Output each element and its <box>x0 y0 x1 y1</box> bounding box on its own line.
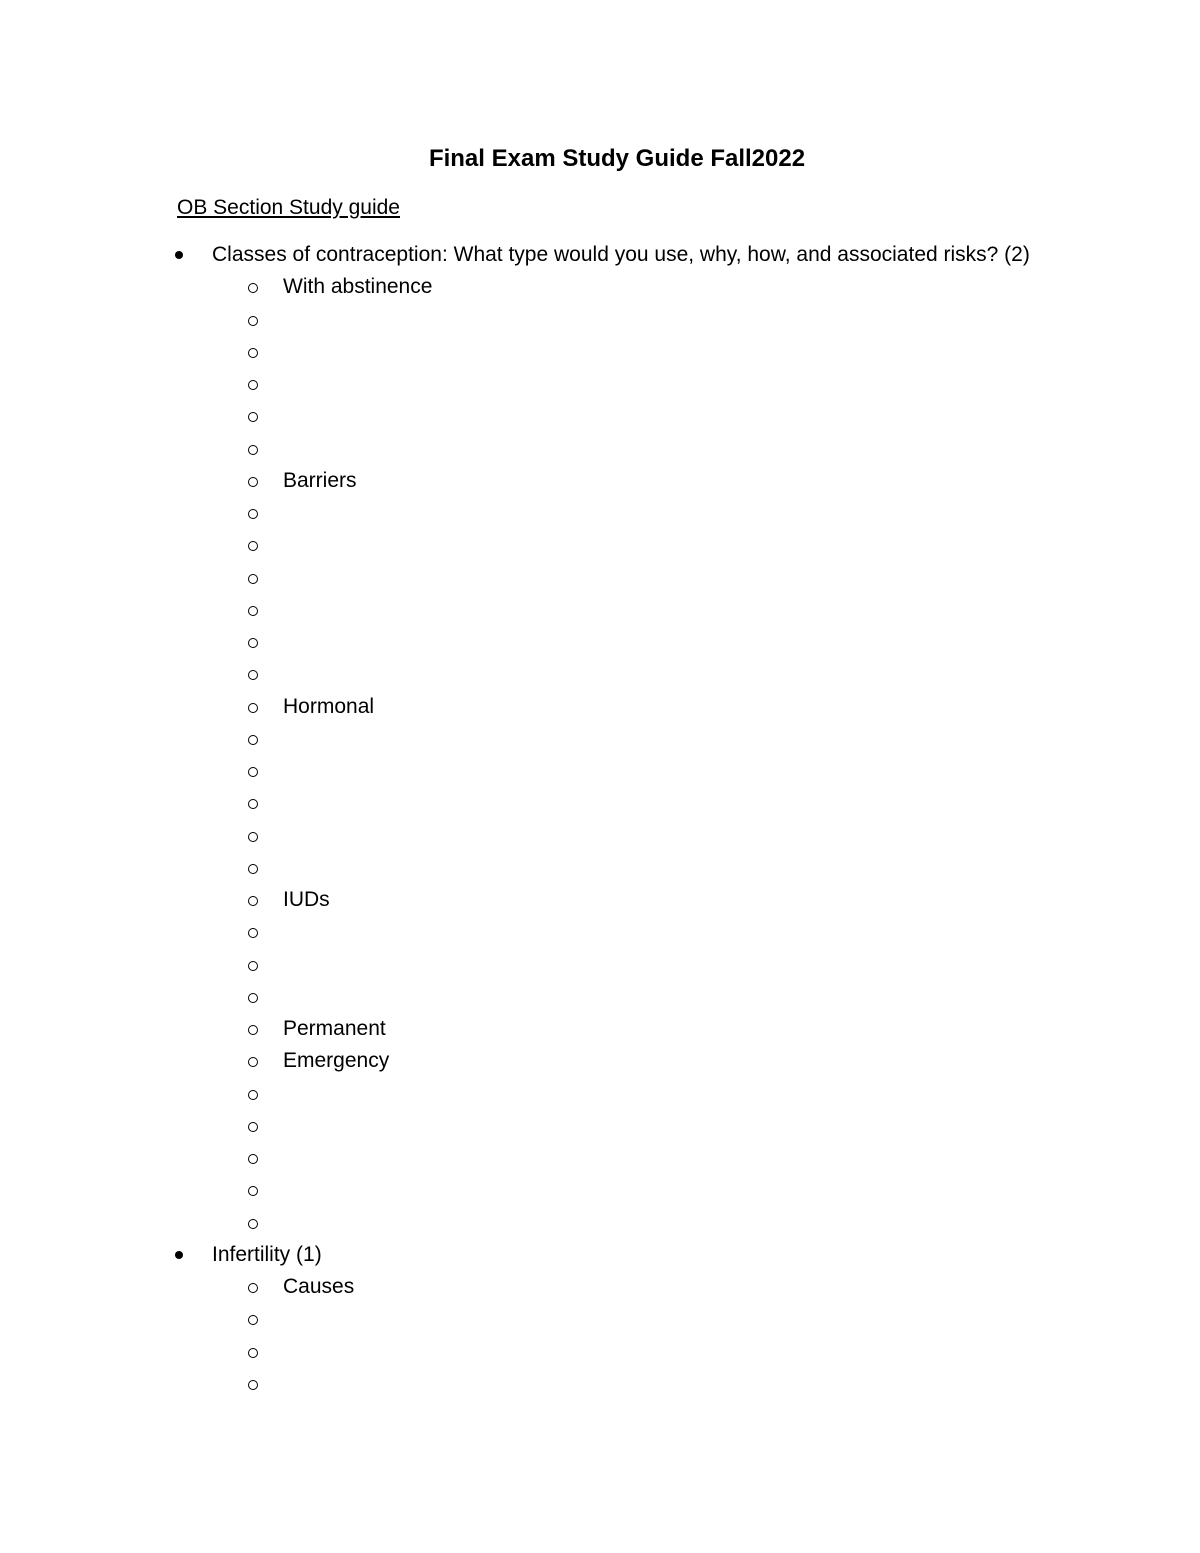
sub-item-text: IUDs <box>283 888 330 911</box>
sub-list-item <box>0 273 1200 301</box>
sub-list-item <box>0 370 1200 398</box>
bullet-text: Classes of contraception: What type would you use, why, how, and associated risks? (2) <box>212 243 1030 266</box>
sub-list-item <box>0 499 1200 527</box>
hollow-bullet-icon <box>248 509 258 519</box>
sub-list-item <box>0 306 1200 334</box>
sub-list-item <box>0 886 1200 914</box>
sub-list-item <box>0 628 1200 656</box>
hollow-bullet-icon <box>248 1283 258 1293</box>
sub-list-item <box>0 1305 1200 1333</box>
sub-list-item <box>0 757 1200 785</box>
hollow-bullet-icon <box>248 541 258 551</box>
hollow-bullet-icon <box>248 735 258 745</box>
hollow-bullet-icon <box>248 767 258 777</box>
hollow-bullet-icon <box>248 703 258 713</box>
sub-item-text: Hormonal <box>283 694 375 718</box>
hollow-bullet-icon <box>248 477 258 487</box>
document-title: Final Exam Study Guide Fall2022 <box>428 145 806 172</box>
sub-list-item <box>0 918 1200 946</box>
hollow-bullet-icon <box>248 283 258 293</box>
hollow-bullet-icon <box>248 670 258 680</box>
sub-list-item <box>0 402 1200 430</box>
sub-list-item <box>0 1273 1200 1301</box>
hollow-bullet-icon <box>248 1219 258 1229</box>
sub-list-item <box>0 564 1200 592</box>
hollow-bullet-icon <box>248 316 258 326</box>
sub-list-item <box>0 854 1200 882</box>
hollow-bullet-icon <box>248 606 258 616</box>
sub-list-item <box>0 531 1200 559</box>
sub-item-text: Causes <box>283 1275 355 1298</box>
hollow-bullet-icon <box>248 1057 258 1067</box>
sub-list-item <box>0 822 1200 850</box>
hollow-bullet-icon <box>248 993 258 1003</box>
hollow-bullet-icon <box>248 1315 258 1325</box>
sub-list-item <box>0 660 1200 688</box>
sub-list-item <box>0 951 1200 979</box>
sub-list-item <box>0 983 1200 1011</box>
sub-list-item <box>0 1144 1200 1172</box>
hollow-bullet-icon <box>248 928 258 938</box>
sub-list-item <box>0 1112 1200 1140</box>
sub-list-item <box>0 1176 1200 1204</box>
sub-list-item <box>0 693 1200 721</box>
hollow-bullet-icon <box>248 1186 258 1196</box>
bullet-dot-icon <box>175 1251 183 1259</box>
bullet-text: Infertility (1) <box>212 1242 322 1266</box>
sub-list-item <box>0 1015 1200 1043</box>
sub-list-item <box>0 789 1200 817</box>
bullet-dot-icon <box>175 251 183 259</box>
hollow-bullet-icon <box>248 832 258 842</box>
hollow-bullet-icon <box>248 961 258 971</box>
hollow-bullet-icon <box>248 1090 258 1100</box>
hollow-bullet-icon <box>248 799 258 809</box>
sub-list-item <box>0 1047 1200 1075</box>
sub-list-item <box>0 725 1200 753</box>
hollow-bullet-icon <box>248 638 258 648</box>
sub-list-item <box>0 1370 1200 1398</box>
hollow-bullet-icon <box>248 864 258 874</box>
hollow-bullet-icon <box>248 1380 258 1390</box>
hollow-bullet-icon <box>248 380 258 390</box>
hollow-bullet-icon <box>248 896 258 906</box>
hollow-bullet-icon <box>248 348 258 358</box>
sub-item-text: Barriers <box>283 468 357 492</box>
sub-list-item <box>0 338 1200 366</box>
hollow-bullet-icon <box>248 412 258 422</box>
sub-item-text: Emergency <box>283 1049 390 1073</box>
sub-item-text: Permanent <box>283 1017 386 1040</box>
sub-list-item <box>0 467 1200 495</box>
sub-list-item <box>0 1080 1200 1108</box>
sub-list-item <box>0 1338 1200 1366</box>
hollow-bullet-icon <box>248 445 258 455</box>
sub-list-item <box>0 596 1200 624</box>
hollow-bullet-icon <box>248 1154 258 1164</box>
hollow-bullet-icon <box>248 1122 258 1132</box>
sub-list-item <box>0 1209 1200 1237</box>
hollow-bullet-icon <box>248 1025 258 1035</box>
sub-list-item <box>0 435 1200 463</box>
hollow-bullet-icon <box>248 574 258 584</box>
section-heading: OB Section Study guide <box>177 196 400 219</box>
hollow-bullet-icon <box>248 1348 258 1358</box>
sub-item-text: With abstinence <box>283 275 433 299</box>
